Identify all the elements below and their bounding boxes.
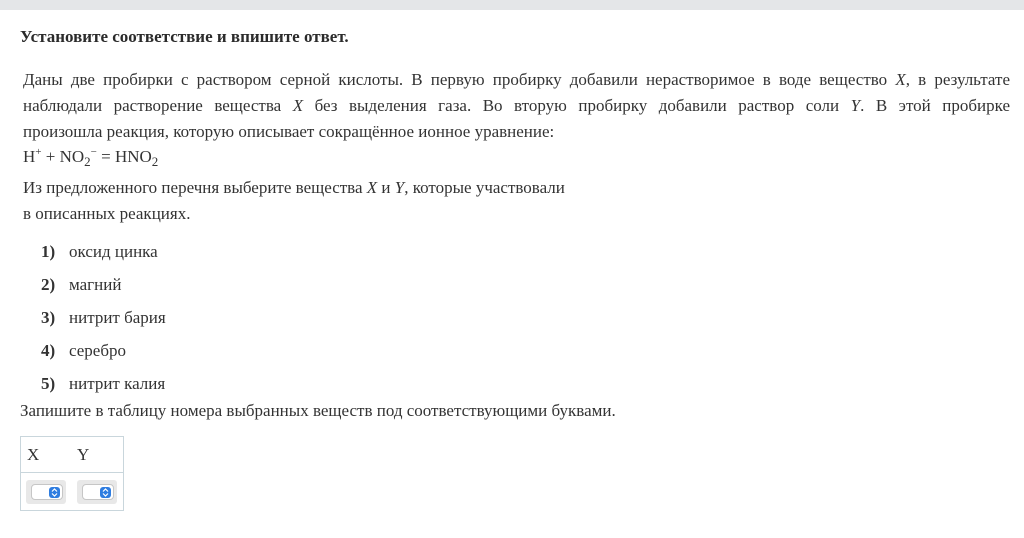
header-x: X: [27, 445, 40, 464]
answer-table: [20, 436, 124, 511]
top-bar: [0, 0, 1024, 10]
description-line-1: Даны две пробирки с раствором серной кислоты. В первую пробирку добавили нерастворимое в воде вещество X, в результате: [23, 70, 1011, 89]
option-item: [41, 235, 166, 268]
option-text: нитрит бария: [69, 307, 166, 327]
question-text: [23, 175, 565, 227]
select-y-cell: [77, 480, 117, 504]
option-item: [41, 301, 166, 334]
option-number: 4): [41, 340, 56, 360]
description-line-3: произошла реакция, которую описывает сокращённое ионное уравнение:: [23, 122, 555, 141]
var-y: Y: [850, 96, 861, 115]
option-text: магний: [69, 274, 122, 294]
var-y: Y: [394, 178, 405, 197]
var-x: X: [366, 178, 378, 197]
select-arrows-icon: [49, 487, 60, 498]
option-text: нитрит калия: [69, 373, 166, 393]
option-item: [41, 367, 166, 400]
var-x: X: [895, 70, 906, 89]
question-line-1: Из предложенного перечня выберите вещества X и Y, которые участвовали: [23, 178, 565, 197]
option-number: 1): [41, 241, 56, 261]
option-number: 5): [41, 373, 56, 393]
options-list: [41, 235, 166, 400]
option-number: 3): [41, 307, 56, 327]
task-description: [23, 67, 1010, 145]
select-y[interactable]: [82, 484, 114, 500]
description-line-2: наблюдали растворение вещества X без выделения газа. Во вторую пробирку добавили раствор соли Y. В этой пробирке: [23, 96, 1011, 115]
select-arrows-icon: [100, 487, 111, 498]
option-item: [41, 334, 166, 367]
header-y: Y: [77, 445, 90, 464]
answer-table-header: [21, 437, 123, 473]
answer-table-cells: [21, 473, 123, 511]
var-x: X: [292, 96, 304, 115]
task-title: Установите соответствие и впишите ответ.: [20, 27, 349, 46]
option-number: 2): [41, 274, 56, 294]
answer-instruction: Запишите в таблицу номера выбранных веществ под соответствующими буквами.: [20, 401, 616, 420]
option-text: оксид цинка: [69, 241, 158, 261]
option-text: серебро: [69, 340, 126, 360]
ionic-equation: $H^+ + NO_2^- = HNO_2$: [23, 146, 159, 169]
option-item: [41, 268, 166, 301]
select-x-cell: [26, 480, 66, 504]
select-x[interactable]: [31, 484, 63, 500]
question-line-2: в описанных реакциях.: [23, 204, 191, 223]
